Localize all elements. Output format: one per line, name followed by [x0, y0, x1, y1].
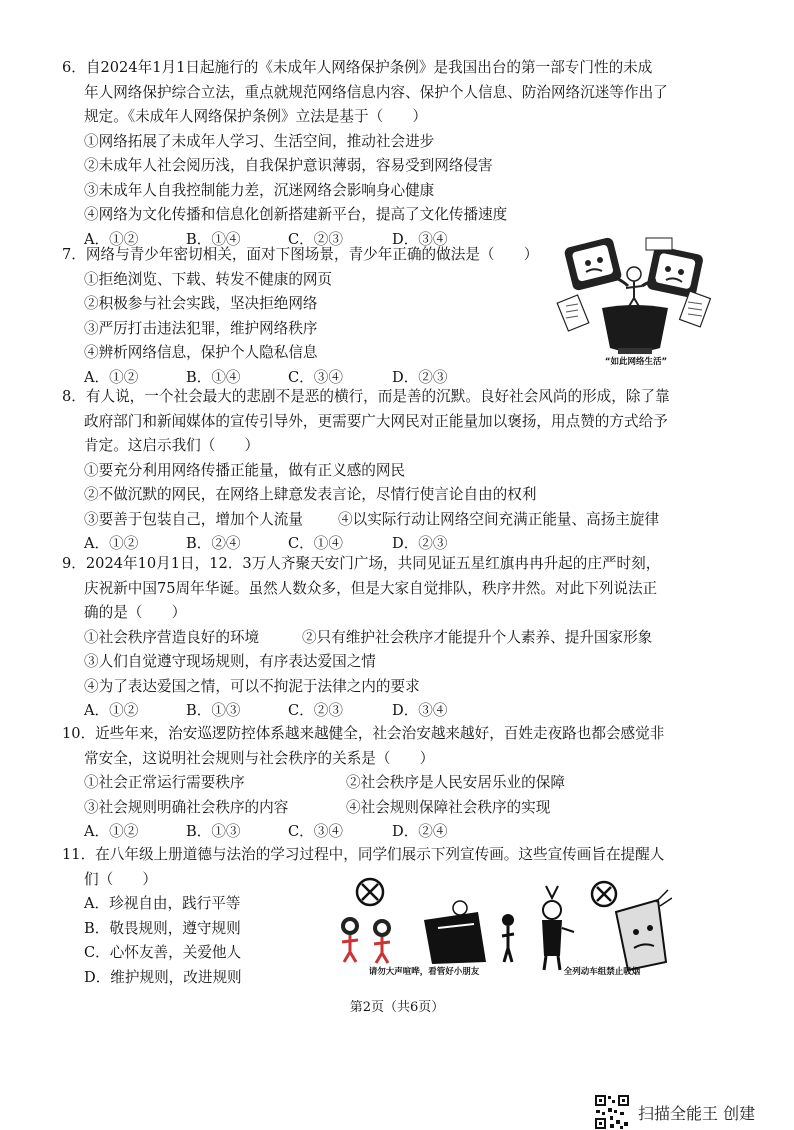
poster-caption: 请勿大声喧哗，看管好小朋友 — [368, 967, 480, 976]
statement-item: ①要充分利用网络传播正能量，做有正义感的网民 — [84, 461, 406, 479]
question-stem-line: 规定。《未成年人网络保护条例》立法是基于（ ） — [84, 108, 427, 125]
option-a: A．①② — [84, 702, 139, 719]
question-stem-line: 9．2024年10月1日，12．3万人齐聚天安门广场，共同见证五星红旗冉冉升起的庄严时刻， — [62, 555, 661, 572]
statement-item: ①网络拓展了未成年人学习、生活空间，推动社会进步 — [84, 132, 435, 150]
question-stem-line: 11．在八年级上册道德与法治的学习过程中，同学们展示下列宣传画。这些宣传画旨在提醒人 — [62, 846, 665, 863]
option-b: B．①④ — [186, 368, 241, 386]
option-a: A．①② — [84, 368, 139, 386]
statement-item: ④网络为文化传播和信息化创新搭建新平台，提高了文化传播速度 — [84, 206, 508, 223]
question-stem-line: 8．有人说，一个社会最大的悲剧不是恶的横行，而是善的沉默。良好社会风尚的形成，除了靠 — [62, 388, 670, 405]
option-a: A．①② — [84, 823, 139, 840]
question-stem-line: 10．近些年来，治安巡逻防控体系越来越健全，社会治安越来越好，百姓走夜路也都会感觉非 — [62, 725, 665, 742]
option-b: B．①④ — [186, 230, 241, 248]
statement-item: ③要善于包装自己，增加个人流量 — [84, 510, 303, 528]
statement-item: ③严厉打击违法犯罪，维护网络秩序 — [84, 319, 318, 337]
statement-item: ②积极参与社会实践，坚决拒绝网络 — [84, 295, 318, 312]
statement-item: ②未成年人社会阅历浅，自我保护意识薄弱，容易受到网络侵害 — [84, 157, 493, 174]
choice-a: A．珍视自由，践行平等 — [84, 895, 241, 912]
option-b: B．①③ — [186, 702, 241, 719]
statement-item: ②不做沉默的网民，在网络上肆意发表言论，尽情行使言论自由的权利 — [84, 486, 537, 503]
network-life-cartoon — [556, 236, 716, 366]
scan-label: 扫描全能王 创建 — [638, 1103, 756, 1123]
statement-item: ①拒绝浏览、下载、转发不健康的网页 — [84, 270, 333, 288]
question-10 — [62, 722, 702, 845]
option-c: C．②③ — [288, 702, 343, 719]
statement-item: ①社会正常运行需要秩序 — [84, 774, 245, 791]
statement-item: ③社会规则明确社会秩序的内容 — [84, 798, 289, 816]
question-stem-line: 常安全，这说明社会规则与社会秩序的关系是（ ） — [84, 749, 435, 767]
statement-pair — [62, 508, 702, 533]
question-stem-line: 年人网络保护综合立法，重点就规范网络信息内容、保护个人信息、防治网络沉迷等作出了 — [84, 83, 668, 101]
poster-no-smoking — [532, 876, 672, 976]
question-stem-line: 政府部门和新闻媒体的宣传引导外，更需要广大网民对正能量加以褒扬，用点赞的方式给予 — [84, 412, 668, 430]
qr-code-icon — [594, 1094, 630, 1130]
option-b: B．②④ — [186, 535, 241, 552]
option-d: D．②④ — [392, 823, 448, 840]
statement-item: ④以实际行动让网络空间充满正能量、高扬主旋律 — [338, 510, 660, 528]
statement-item: ②社会秩序是人民安居乐业的保障 — [346, 774, 565, 791]
option-a: A．①② — [84, 535, 139, 552]
statement-pair — [62, 771, 702, 796]
cartoon-caption: “如此网络生活” — [604, 357, 668, 366]
statement-item: ④社会规则保障社会秩序的实现 — [346, 798, 551, 816]
poster-caption: 全列动车组禁止吸烟 — [563, 967, 641, 976]
question-stem-line: 6．自2024年1月1日起施行的《未成年人网络保护条例》是我国出台的第一部专门性的未成 — [62, 59, 653, 76]
option-d: D．③④ — [392, 702, 448, 719]
answer-options — [62, 699, 702, 724]
option-d: D．②③ — [392, 368, 448, 386]
choice-c: C．心怀友善，关爱他人 — [84, 944, 242, 961]
question-stem-line: 7．网络与青少年密切相关，面对下图场景，青少年正确的做法是（ ） — [62, 246, 539, 263]
question-6 — [62, 56, 702, 252]
choice-b: B．敬畏规则，遵守规则 — [84, 919, 241, 937]
question-stem-line: 肯定。这启示我们（ ） — [84, 437, 260, 454]
statement-item: ②只有维护社会秩序才能提升个人素养、提升国家形象 — [302, 628, 653, 646]
question-stem-line: 确的是（ ） — [84, 604, 187, 621]
option-b: B．①③ — [186, 823, 241, 840]
option-a: A．①② — [84, 230, 139, 248]
statement-item: ③人们自觉遵守现场规则，有序表达爱国之情 — [84, 653, 376, 670]
statement-pair — [62, 796, 702, 821]
option-c: C．③④ — [288, 823, 343, 840]
option-c: C．③④ — [288, 368, 343, 386]
option-c: C．②③ — [288, 230, 343, 248]
question-8 — [62, 385, 702, 557]
option-c: C．①④ — [288, 535, 343, 552]
statement-item: ④辨析网络信息，保护个人隐私信息 — [84, 344, 318, 361]
statement-pair — [62, 626, 702, 651]
question-9 — [62, 552, 702, 724]
page-number: 第2页（共6页） — [349, 1000, 445, 1015]
choice-d: D．维护规则，改进规则 — [84, 968, 242, 986]
option-d: D．③④ — [392, 230, 448, 248]
statement-item: ③未成年人自我控制能力差，沉迷网络会影响身心健康 — [84, 181, 435, 199]
statement-item: ④为了表达爱国之情，可以不拘泥于法律之内的要求 — [84, 677, 420, 695]
question-stem-line: 们（ ） — [84, 870, 157, 888]
option-d: D．②③ — [392, 535, 448, 552]
scan-watermark — [594, 1094, 755, 1130]
question-stem-line: 庆祝新中国75周年华诞。虽然人数众多，但是大家自觉排队，秩序井然。对此下列说法正 — [84, 579, 658, 597]
statement-item: ①社会秩序营造良好的环境 — [84, 628, 260, 646]
poster-no-loud-noise — [328, 876, 528, 976]
answer-options — [62, 820, 702, 845]
